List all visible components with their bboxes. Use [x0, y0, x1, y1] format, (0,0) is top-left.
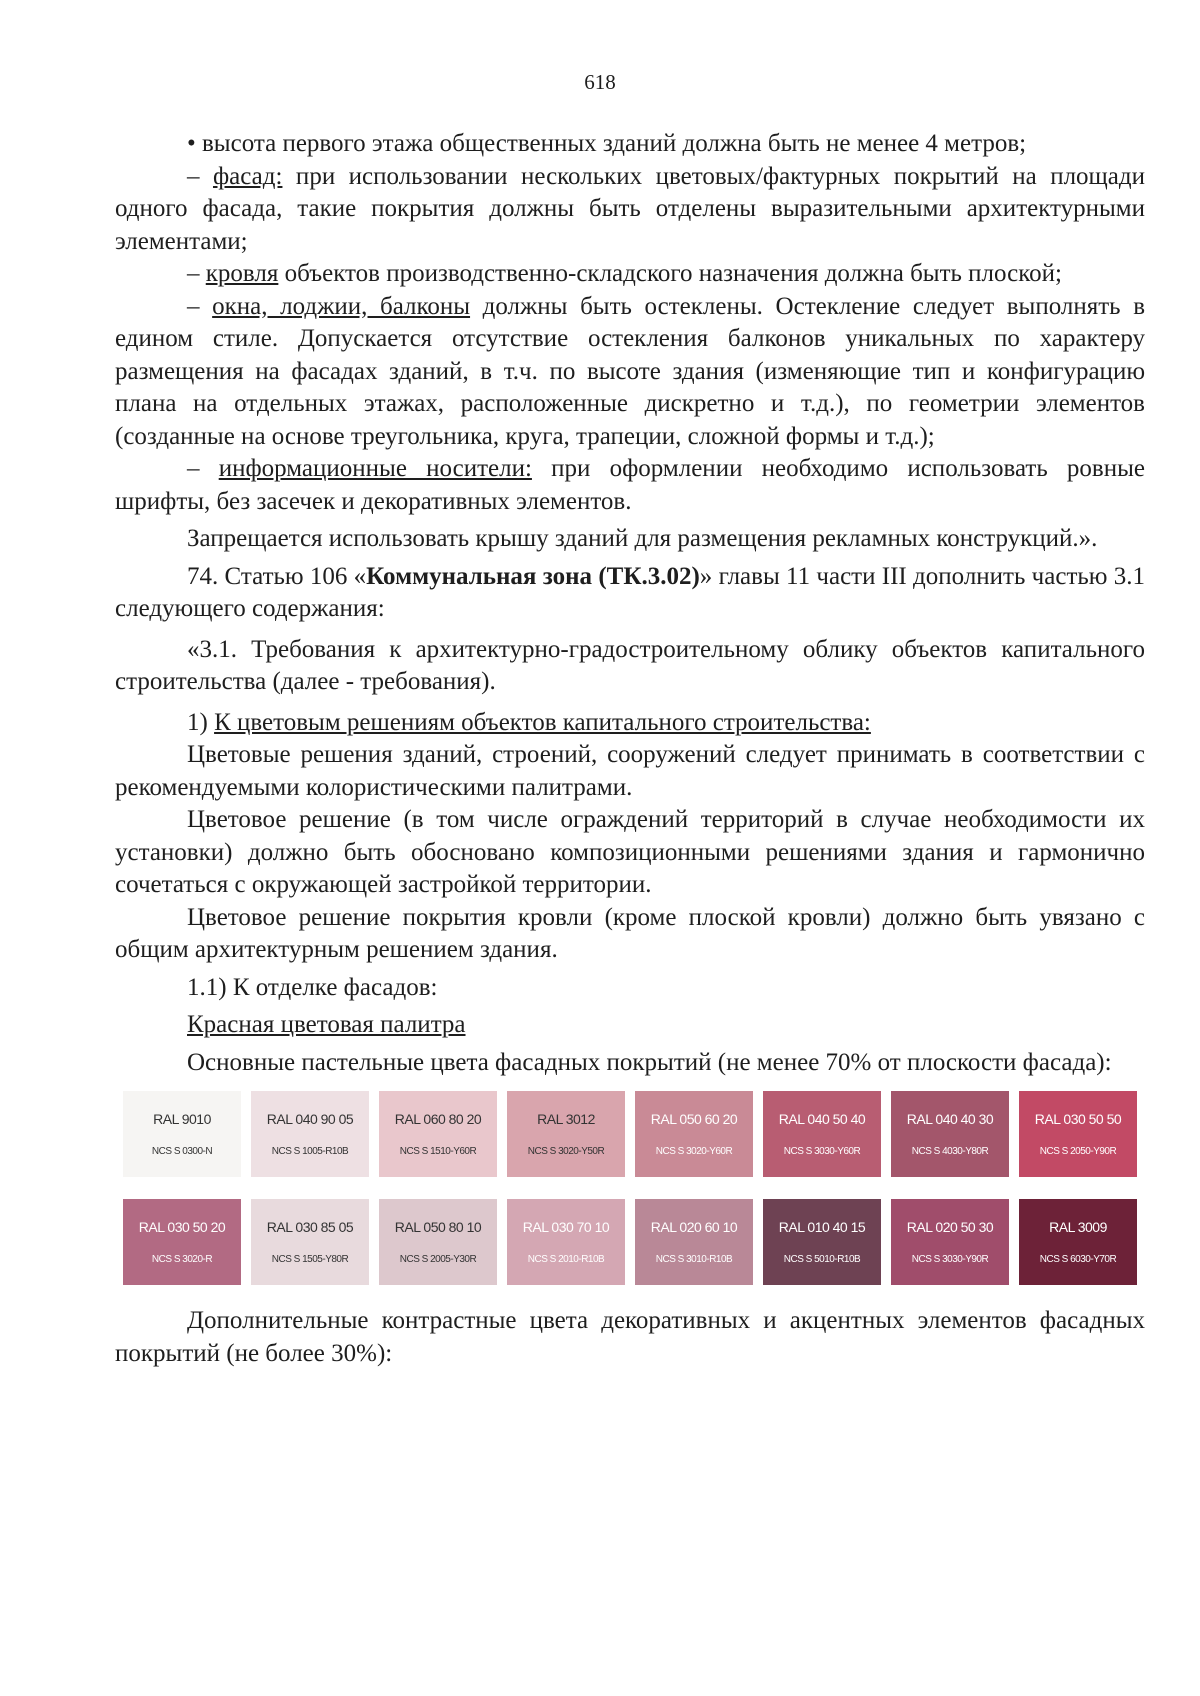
- paragraph-info-carriers: [115, 453, 1145, 518]
- paragraph-color-solutions-heading: [115, 707, 1145, 740]
- ral-code: RAL 040 50 40: [778, 1110, 866, 1127]
- red-palette-title: Красная цветовая палитра: [187, 1011, 466, 1038]
- paragraph-windows-text: должны быть остеклены. Остекление следует выполнять в едином стиле. Допускается отсутствие остекления балконов уникальных по характеру размещения на фасадах зданий, в т.ч. по высоте здания (изменяющие тип и конфигурацию плана на отдельных этажах, расположенные дискретно и т.д.), по геометрии элементов (созданные на основе треугольника, круга, трапеции, сложной формы и т.д.);: [115, 292, 1146, 450]
- ncs-code: NCS S 3020-Y50R: [527, 1145, 605, 1157]
- term-info-carriers: информационные носители:: [218, 455, 532, 482]
- article-74-prefix: 74. Статью 106 «: [187, 562, 367, 590]
- color-swatch: [507, 1091, 625, 1177]
- paragraph-color-palettes: Цветовые решения зданий, строений, сооружений следует принимать в соответствии с рекомендуемыми колористическими палитрами.: [115, 741, 1145, 801]
- ral-code: RAL 020 50 30: [906, 1218, 994, 1235]
- ral-code: RAL 040 90 05: [266, 1110, 354, 1127]
- ncs-code: NCS S 1510-Y60R: [399, 1145, 477, 1157]
- ncs-code: NCS S 3010-R10B: [655, 1253, 733, 1265]
- color-swatch: [891, 1091, 1009, 1177]
- paragraph-facade-text: при использовании нескольких цветовых/фактурных покрытий на площади одного фасада, такие покрытия должны быть отделены выразительными архитектурными элементами;: [115, 162, 1145, 255]
- paragraph-red-palette-title: [115, 1009, 1145, 1042]
- ral-code: RAL 040 40 30: [906, 1110, 994, 1127]
- dash: –: [187, 292, 213, 320]
- ncs-code: NCS S 0300-N: [151, 1145, 213, 1157]
- paragraph-facade-finish: 1.1) К отделке фасадов:: [187, 973, 438, 1001]
- ral-code: RAL 030 50 50: [1034, 1110, 1122, 1127]
- ncs-code: NCS S 1005-R10B: [271, 1145, 349, 1157]
- paragraph-facade: [115, 161, 1145, 259]
- dash: –: [187, 260, 206, 287]
- ral-code: RAL 030 70 10: [522, 1218, 610, 1235]
- color-swatch: [635, 1199, 753, 1285]
- ncs-code: NCS S 3030-Y60R: [783, 1145, 861, 1157]
- color-palette: [123, 1091, 1137, 1285]
- paragraph-first-floor-height: • высота первого этажа общественных зданий должна быть не менее 4 метров;: [187, 130, 1027, 157]
- paragraph-contrast-colors: Дополнительные контрастные цвета декоративных и акцентных элементов фасадных покрытий (не более 30%):: [115, 1307, 1145, 1367]
- ncs-code: NCS S 1505-Y80R: [271, 1253, 349, 1265]
- article-74-zone-name: Коммунальная зона (ТК.3.02): [366, 562, 700, 590]
- item-number: 1): [187, 708, 215, 736]
- ncs-code: NCS S 3030-Y90R: [911, 1253, 989, 1265]
- paragraph-roof-text: объектов производственно-складского назначения должна быть плоской;: [278, 260, 1062, 287]
- ncs-code: NCS S 4030-Y80R: [911, 1145, 989, 1157]
- ral-code: RAL 030 50 20: [138, 1218, 226, 1235]
- color-swatch: [251, 1091, 369, 1177]
- paragraph-roof: [115, 258, 1145, 291]
- ral-code: RAL 3009: [1049, 1218, 1107, 1235]
- dash: –: [187, 455, 219, 482]
- term-facade: фасад:: [212, 162, 283, 190]
- paragraph-roof-color: Цветовое решение покрытия кровли (кроме плоской кровли) должно быть увязано с общим архитектурным решением здания.: [115, 903, 1145, 963]
- ncs-code: NCS S 2005-Y30R: [399, 1253, 477, 1265]
- paragraph-info-carriers-text: при оформлении необходимо использовать ровные шрифты, без засечек и декоративных элементов.: [115, 455, 1145, 515]
- color-swatch: [251, 1199, 369, 1285]
- term-roof: кровля: [205, 260, 279, 287]
- ncs-code: NCS S 2010-R10B: [527, 1253, 605, 1265]
- paragraph-main-pastel-colors: Основные пастельные цвета фасадных покрытий (не менее 70% от плоскости фасада):: [187, 1048, 1112, 1076]
- paragraph-article-74: [115, 561, 1145, 626]
- ral-code: RAL 050 80 10: [394, 1218, 482, 1235]
- term-windows: окна, лоджии, балконы: [212, 292, 471, 320]
- color-swatch: [635, 1091, 753, 1177]
- ncs-code: NCS S 3020-Y60R: [655, 1145, 733, 1157]
- paragraph-fence-colors: Цветовое решение (в том числе ограждений территорий в случае необходимости их установки) должно быть обосновано композиционными решениями здания и гармонично сочетаться с окружающей застройкой территории.: [115, 806, 1145, 898]
- color-swatch: [379, 1199, 497, 1285]
- ral-code: RAL 030 85 05: [266, 1218, 354, 1235]
- ral-code: RAL 3012: [537, 1110, 595, 1127]
- color-swatch: [507, 1199, 625, 1285]
- color-swatch: [1019, 1199, 1137, 1285]
- color-swatch: [763, 1091, 881, 1177]
- dash: –: [187, 162, 213, 190]
- ral-code: RAL 020 60 10: [650, 1218, 738, 1235]
- ncs-code: NCS S 2050-Y90R: [1039, 1145, 1117, 1157]
- ncs-code: NCS S 3020-R: [151, 1253, 213, 1265]
- ral-code: RAL 010 40 15: [778, 1218, 866, 1235]
- color-swatch: [891, 1199, 1009, 1285]
- paragraph-windows: [115, 291, 1145, 454]
- color-swatch: [763, 1199, 881, 1285]
- color-swatch: [379, 1091, 497, 1177]
- ral-code: RAL 9010: [153, 1110, 211, 1127]
- ral-code: RAL 060 80 20: [394, 1110, 482, 1127]
- ral-code: RAL 050 60 20: [650, 1110, 738, 1127]
- term-color-solutions: К цветовым решениям объектов капитального строительства:: [214, 708, 871, 736]
- ncs-code: NCS S 6030-Y70R: [1039, 1253, 1117, 1265]
- paragraph-roof-advertising: Запрещается использовать крышу зданий для размещения рекламных конструкций.».: [187, 525, 1098, 552]
- color-swatch: [1019, 1091, 1137, 1177]
- article-74-suffix: » главы 11 части III дополнить частью 3.1 следующего содержания:: [115, 562, 1145, 622]
- page-number: 618: [584, 70, 616, 94]
- ncs-code: NCS S 5010-R10B: [783, 1253, 861, 1265]
- paragraph-requirements-3-1: «3.1. Требования к архитектурно-градостроительному облику объектов капитального строительства (далее - требования).: [115, 635, 1145, 695]
- color-swatch: [123, 1091, 241, 1177]
- color-swatch: [123, 1199, 241, 1285]
- document-body: [115, 128, 1145, 1370]
